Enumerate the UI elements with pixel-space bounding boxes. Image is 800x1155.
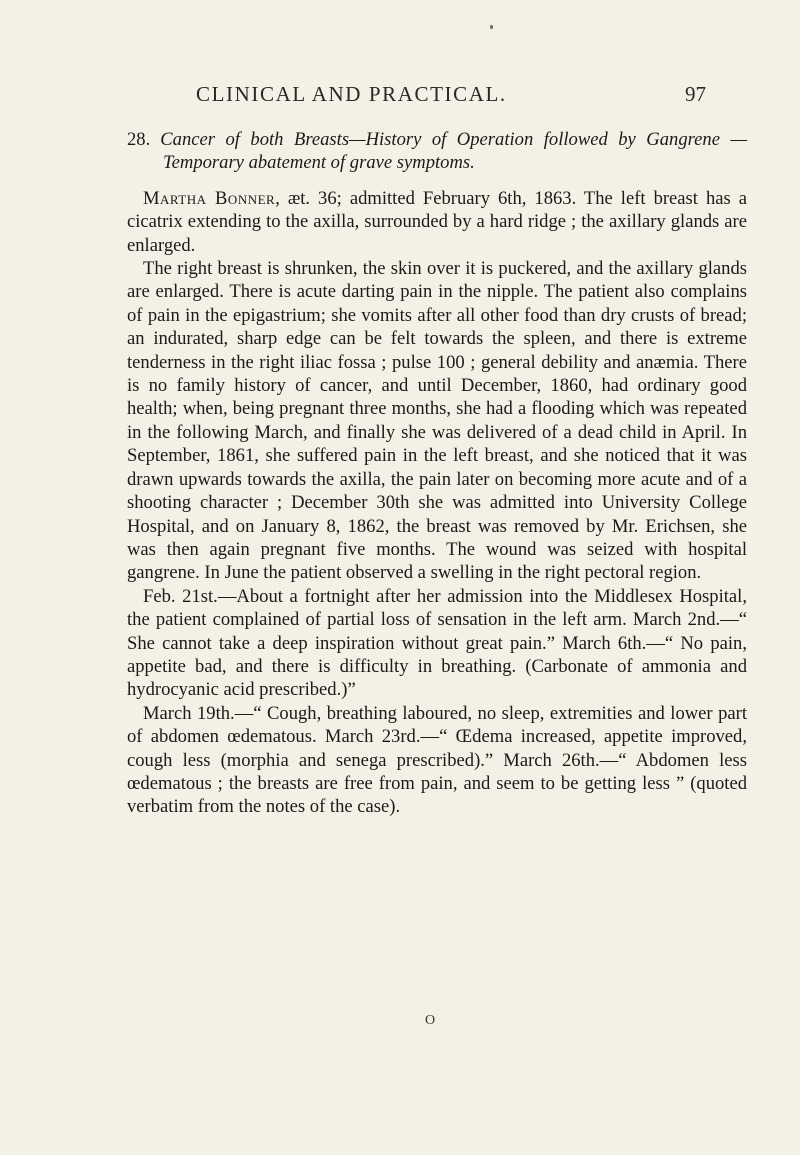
paragraph-3: Feb. 21st.—About a fortnight after her admission into the Middlesex Hospital, the patient complained of partial loss of sensation in the left arm. March 2nd.—“ She cannot take a deep inspiration without great pain.” March 6th.—“ No pain, appetite bad, and there is difficulty in breathing. (Carbonate of ammonia and hydrocyanic acid prescribed.)” <box>127 585 747 701</box>
running-title: CLINICAL AND PRACTICAL. <box>196 82 507 106</box>
running-header <box>196 82 706 107</box>
body-text <box>127 128 747 819</box>
paragraph-2: The right breast is shrunken, the skin over it is puckered, and the axillary glands are enlarged. There is acute darting pain in the nipple. The patient also complains of pain in the epigastrium; she vomits after all other food than dry crusts of bread; an indurated, sharp edge can be felt towards the spleen, and there is extreme tenderness in the right iliac fossa ; pulse 100 ; general debility and anæmia. There is no family history of cancer, and until December, 1860, had ordinary good health; when, being pregnant three months, she had a flooding which was repeated in the following March, and finally she was delivered of a dead child in April. In September, 1861, she suffered pain in the left breast, and she noticed that it was drawn upwards towards the axilla, the pain later on becoming more acute and of a shooting character ; December 30th she was admitted into University College Hospital, and on January 8, 1862, the breast was removed by Mr. Erichsen, she was then again pregnant five months. The wound was seized with hospital gangrene. In June the patient observed a swelling in the right pectoral region. <box>127 258 747 584</box>
signature-mark: O <box>425 1013 436 1028</box>
paragraph-4: March 19th.—“ Cough, breathing laboured, no sleep, extremities and lower part of abdomen œdematous. March 23rd.—“ Œdema increased, appetite improved, cough less (morphia and senega prescribed).” March 26th.—“ Abdomen less œdematous ; the breasts are free from pain, and seem to be getting less ” (quoted verbatim from the notes of the case). <box>127 702 747 818</box>
paragraph-1-text: , æt. 36; admitted February 6th, 1863. The left breast has a cicatrix extending to the axilla, surrounded by a hard ridge ; the axillary glands are enlarged. <box>127 187 747 256</box>
case-number: 28. <box>127 129 151 150</box>
patient-name: Martha Bonner <box>143 187 276 209</box>
printing-speck <box>490 25 493 29</box>
page-number: 97 <box>685 82 706 106</box>
paragraph-1 <box>127 187 747 257</box>
case-title: Cancer of both Breasts—History of Operation followed by Gangrene —Temporary abatement of grave symptoms. <box>160 129 747 174</box>
case-heading <box>127 128 747 175</box>
